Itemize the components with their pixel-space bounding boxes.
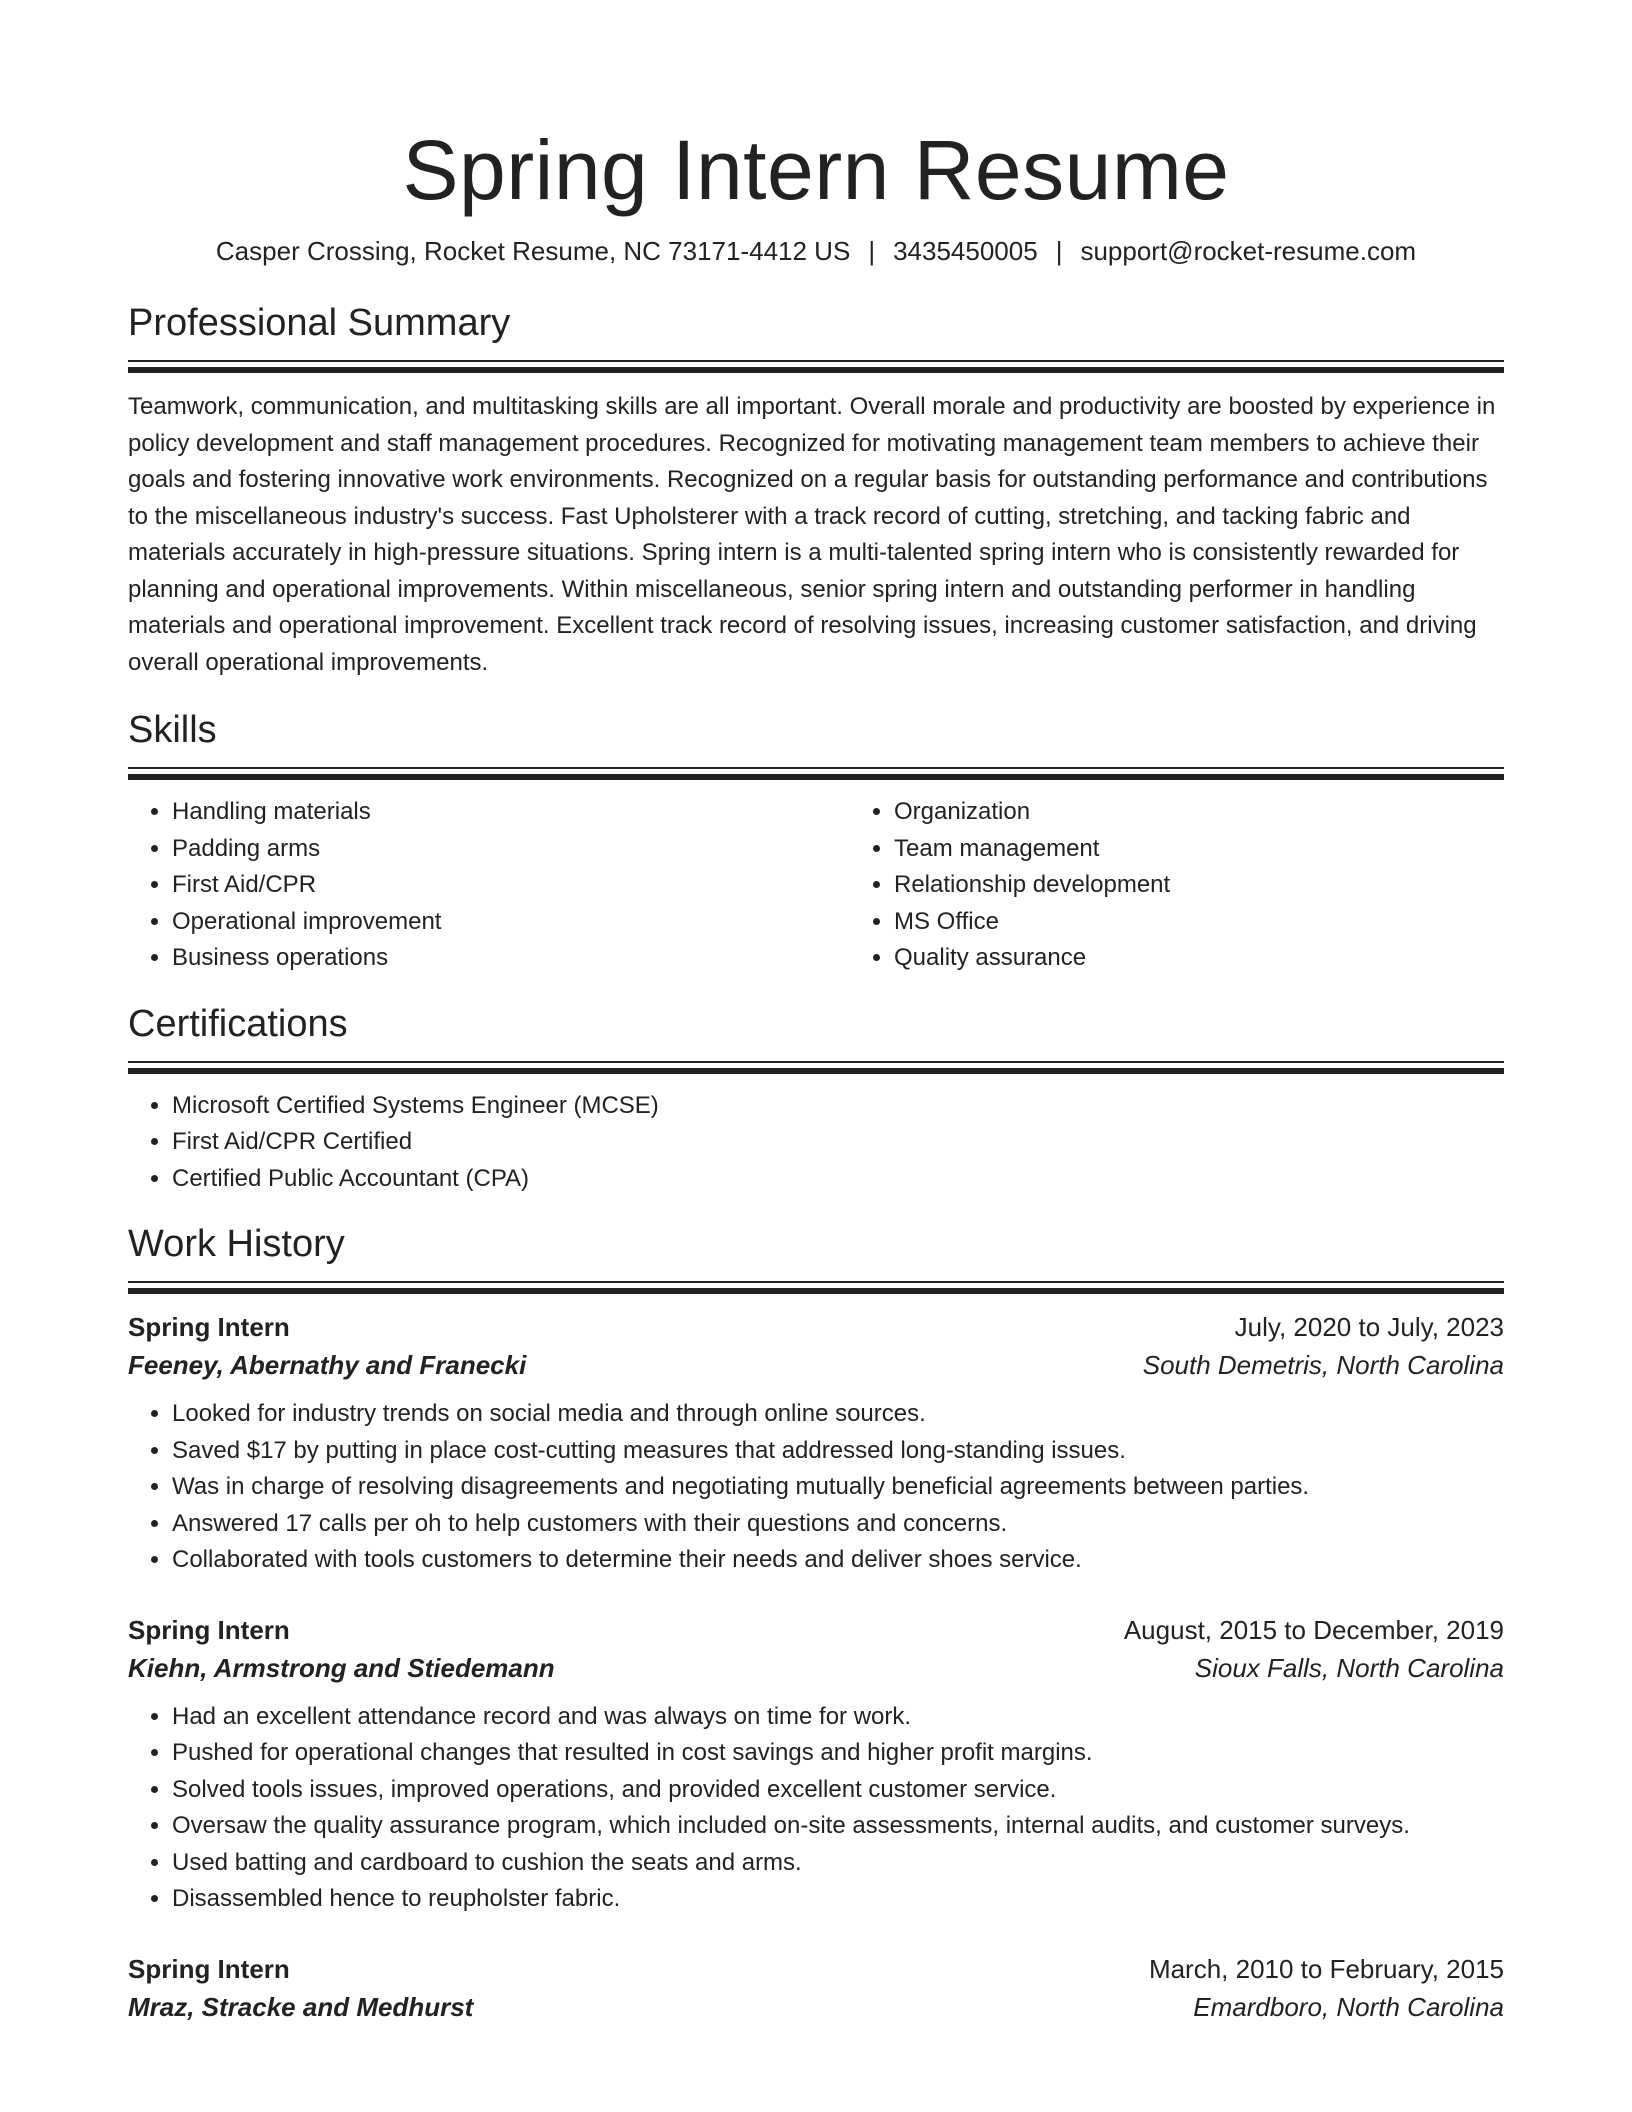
skill-item: • Operational improvement [172,904,850,941]
section-rule [128,1061,1504,1063]
job-entry [128,1308,1504,1579]
work-section [128,1221,1504,2026]
work-heading: Work History [128,1223,345,1265]
resume-page [128,0,1504,2026]
contact-separator: | [868,236,876,266]
job-bullet: • Saved $17 by putting in place cost-cutting measures that addressed long-standing issues. [172,1433,1504,1470]
job-company: Mraz, Stracke and Medhurst [128,1991,474,2022]
job-header [128,1308,1504,1346]
job-entry [128,1950,1504,2026]
job-location: Emardboro, North Carolina [1193,1991,1504,2022]
section-rule [128,1281,1504,1283]
job-title: Spring Intern [128,1953,290,1984]
skill-item: • MS Office [894,904,1504,941]
job-header [128,1611,1504,1649]
skill-item: • Padding arms [172,831,850,868]
job-bullet: • Answered 17 calls per oh to help customers with their questions and concerns. [172,1506,1504,1543]
job-header [128,1950,1504,1988]
contact-line [128,234,1504,268]
job-dates: July, 2020 to July, 2023 [1234,1312,1504,1342]
job-bullet: • Used batting and cardboard to cushion the seats and arms. [172,1845,1504,1882]
skills-heading: Skills [128,709,217,751]
skill-item: • Quality assurance [894,940,1504,977]
skills-list-right [850,794,1504,977]
job-company: Feeney, Abernathy and Franecki [128,1350,527,1380]
job-bullet: • Was in charge of resolving disagreements and negotiating mutually beneficial agreements between parties. [172,1469,1504,1506]
skills-list-left [128,794,850,977]
summary-heading: Professional Summary [128,302,511,344]
certification-item: • Certified Public Accountant (CPA) [172,1161,1504,1198]
contact-address: Casper Crossing, Rocket Resume, NC 73171-4412 US [215,236,851,266]
job-subheader [128,1988,1504,2026]
job-title: Spring Intern [128,1312,290,1342]
summary-text: Teamwork, communication, and multitasking skills are all important. Overall morale and productivity are boosted by experience in policy development and staff management procedures. Recognized for motivating management team members to achieve their goals and fostering innovative work environments. Recognized on a regular basis for outstanding performance and contributions to the miscellaneous industry's success. Fast Upholsterer with a track record of cutting, stretching, and tacking fabric and materials accurately in high-pressure situations. Spring intern is a multi-talented spring intern who is consistently rewarded for planning and operational improvements. Within miscellaneous, senior spring intern and outstanding performer in handling materials and operational improvement. Excellent track record of resolving issues, increasing customer satisfaction, and driving overall operational improvements. [128,393,1496,676]
skill-item: • First Aid/CPR [172,867,850,904]
skill-item: • Handling materials [172,794,850,831]
job-subheader [128,1649,1504,1687]
contact-email: support@rocket-resume.com [1080,236,1417,266]
section-rule-thick [128,1068,1504,1074]
job-title: Spring Intern [128,1614,290,1645]
skills-section [128,707,1504,977]
section-rule-thick [128,1288,1504,1294]
skill-item: • Business operations [172,940,850,977]
resume-title: Spring Intern Resume [402,123,1230,217]
certifications-list [128,1088,1504,1198]
job-bullet: • Had an excellent attendance record and was always on time for work. [172,1699,1504,1736]
summary-section [128,300,1504,681]
certifications-heading: Certifications [128,1002,348,1045]
job-bullet: • Collaborated with tools customers to determine their needs and deliver shoes service. [172,1542,1504,1579]
job-company: Kiehn, Armstrong and Stiedemann [128,1652,555,1683]
job-bullet: • Pushed for operational changes that resulted in cost savings and higher profit margins. [172,1735,1504,1772]
skills-columns [128,794,1504,977]
section-rule [128,360,1504,362]
skill-item: • Organization [894,794,1504,831]
job-subheader [128,1346,1504,1384]
job-dates: August, 2015 to December, 2019 [1123,1614,1504,1645]
job-bullets [128,1396,1504,1579]
job-bullet: • Oversaw the quality assurance program, which included on-site assessments, internal audits, and customer surveys. [172,1808,1504,1845]
job-bullet: • Disassembled hence to reupholster fabric. [172,1881,1504,1918]
certification-item: • First Aid/CPR Certified [172,1124,1504,1161]
job-bullet: • Solved tools issues, improved operations, and provided excellent customer service. [172,1772,1504,1809]
job-location: Sioux Falls, North Carolina [1194,1652,1504,1683]
certifications-section [128,1001,1504,1198]
job-dates: March, 2010 to February, 2015 [1148,1953,1504,1984]
certification-item: • Microsoft Certified Systems Engineer (MCSE) [172,1088,1504,1125]
job-location: South Demetris, North Carolina [1142,1350,1504,1380]
section-rule-thick [128,367,1504,373]
job-bullets [128,1699,1504,1918]
skill-item: • Team management [894,831,1504,868]
skill-item: • Relationship development [894,867,1504,904]
job-bullet: • Looked for industry trends on social media and through online sources. [172,1396,1504,1433]
contact-separator: | [1055,236,1063,266]
section-rule [128,767,1504,769]
section-rule-thick [128,774,1504,780]
job-entry [128,1611,1504,1918]
contact-phone: 3435450005 [893,236,1038,266]
